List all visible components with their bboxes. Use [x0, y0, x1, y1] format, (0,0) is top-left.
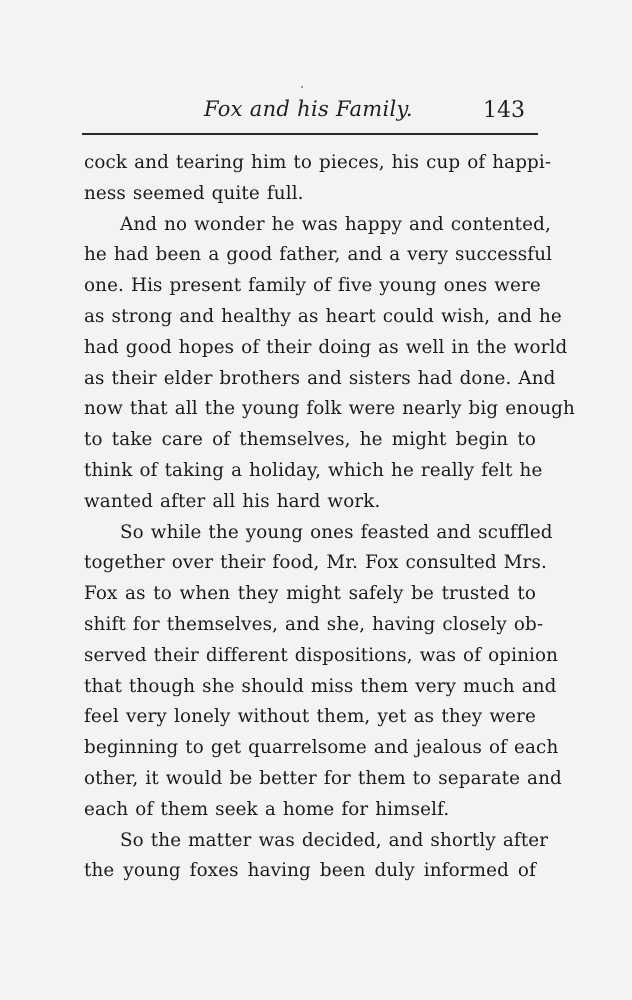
text-line: other, it would be better for them to separate and — [84, 767, 562, 789]
text-line: feel very lonely without them, yet as they were — [84, 706, 536, 728]
text-line: shift for themselves, and she, having closely ob- — [84, 613, 544, 635]
text-line: as strong and healthy as heart could wish, and he — [84, 305, 562, 327]
text-line: beginning to get quarrelsome and jealous of each — [84, 737, 559, 759]
text-line: And no wonder he was happy and contented, — [120, 213, 551, 235]
text-line: So the matter was decided, and shortly after — [120, 829, 549, 851]
text-line: that though she should miss them very much and — [84, 675, 557, 697]
text-line: wanted after all his hard work. — [84, 490, 381, 512]
text-line: as their elder brothers and sisters had done. And — [84, 367, 556, 389]
text-line: Fox as to when they might safely be trusted to — [84, 583, 536, 605]
text-line: ness seemed quite full. — [84, 182, 304, 204]
text-line: So while the young ones feasted and scuffled — [120, 521, 553, 543]
text-line: the young foxes having been duly informed of — [84, 860, 536, 882]
text-line: think of taking a holiday, which he really felt he — [84, 459, 543, 481]
header-rule — [82, 133, 538, 135]
text-line: had good hopes of their doing as well in the world — [84, 336, 568, 358]
text-line: he had been a good father, and a very successful — [84, 244, 553, 266]
text-line: served their different dispositions, was of opinion — [84, 644, 559, 666]
text-line: to take care of themselves, he might begin to — [84, 429, 536, 451]
text-line: each of them seek a home for himself. — [84, 798, 450, 820]
page-number: 143 — [483, 98, 525, 123]
ink-speck — [301, 86, 303, 88]
running-header-title: Fox and his Family. — [204, 97, 413, 121]
text-line: together over their food, Mr. Fox consulted Mrs. — [84, 552, 547, 574]
text-line: now that all the young folk were nearly big enough — [84, 398, 575, 420]
body-text — [84, 148, 575, 887]
text-line: one. His present family of five young ones were — [84, 275, 541, 297]
text-line: cock and tearing him to pieces, his cup of happi- — [84, 152, 552, 173]
